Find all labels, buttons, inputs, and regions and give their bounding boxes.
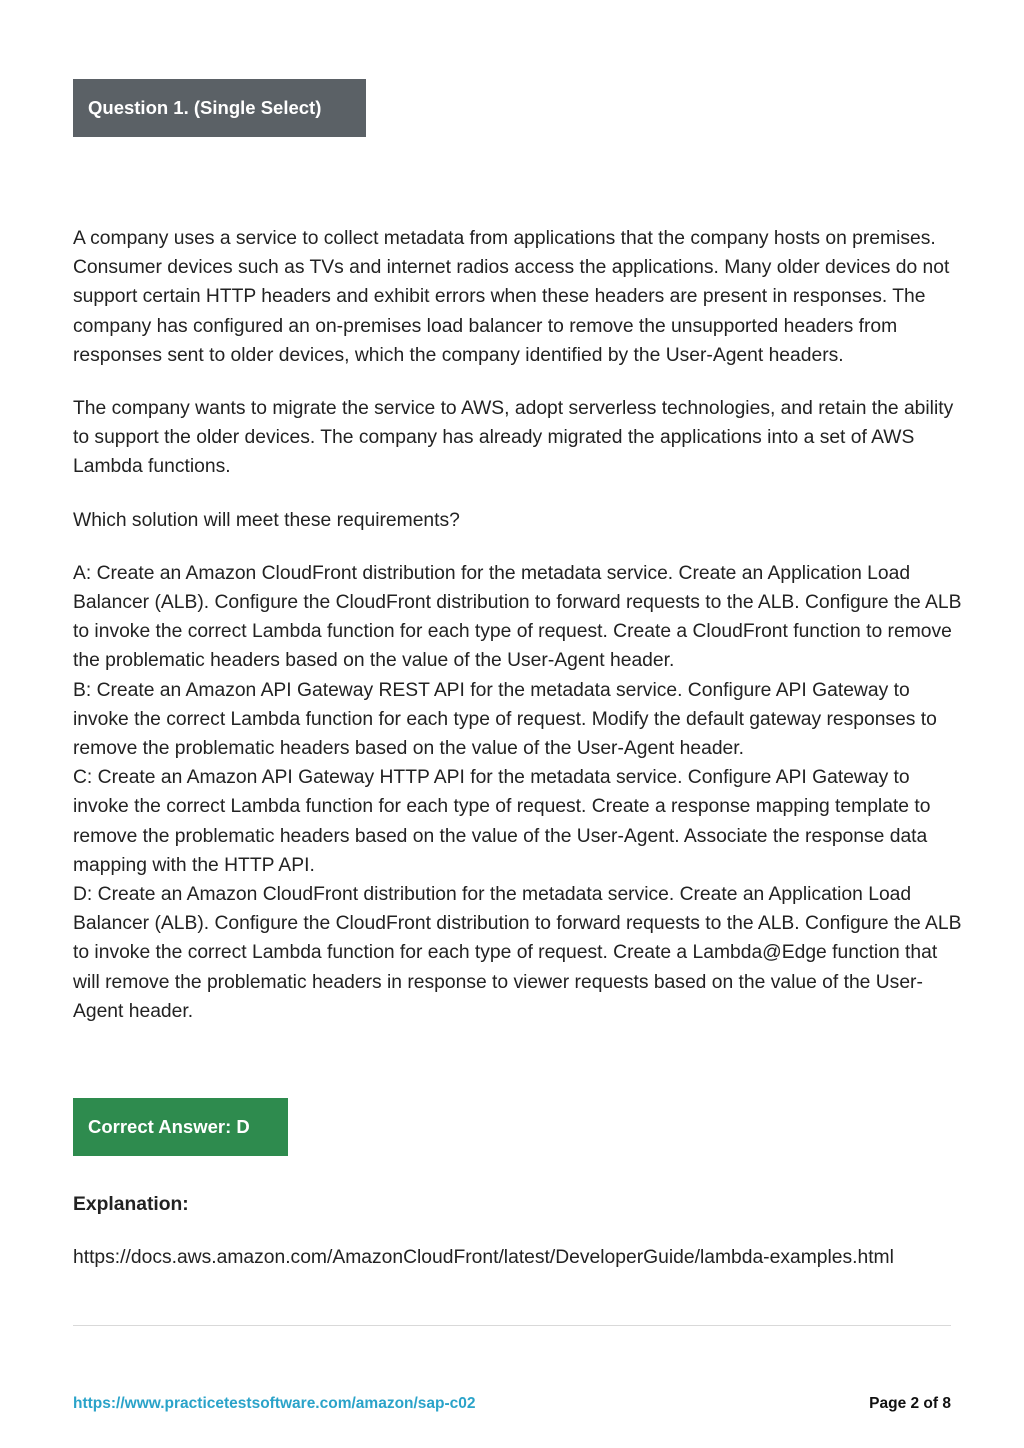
answer-options — [73, 559, 963, 1026]
explanation-label: Explanation: — [73, 1194, 189, 1215]
footer-link[interactable]: https://www.practicetestsoftware.com/amazon/sap-c02 — [73, 1395, 476, 1412]
question-prompt: Which solution will meet these requirements? — [73, 509, 460, 531]
option-a: A: Create an Amazon CloudFront distribution for the metadata service. Create an Application Load Balancer (ALB). Configure the CloudFront distribution to forward requests to the ALB. Configure the ALB to invoke the correct Lambda function for each type of request. Create a CloudFront function to remove the problematic headers based on the value of the User-Agent header. — [73, 562, 962, 672]
option-b: B: Create an Amazon API Gateway REST API for the metadata service. Configure API Gateway to invoke the correct Lambda function for each type of request. Modify the default gateway responses to remove the problematic headers based on the value of the User-Agent header. — [73, 679, 937, 760]
correct-answer-badge: Correct Answer: D — [73, 1098, 288, 1156]
option-c: C: Create an Amazon API Gateway HTTP API for the metadata service. Configure API Gateway to invoke the correct Lambda function for each type of request. Create a response mapping template to remove the problematic headers based on the value of the User-Agent. Associate the response data mapping with the HTTP API. — [73, 767, 931, 876]
question-body — [73, 224, 963, 1026]
page-number: Page 2 of 8 — [869, 1395, 951, 1412]
question-paragraph: The company wants to migrate the service to AWS, adopt serverless technologies, and retain the ability to support the older devices. The company has already migrated the applications into a set of AWS Lambda functions. — [73, 398, 954, 478]
question-badge: Question 1. (Single Select) — [73, 79, 366, 137]
footer-divider — [73, 1325, 951, 1326]
question-paragraph: A company uses a service to collect metadata from applications that the company hosts on premises. Consumer devices such as TVs and internet radios access the applications. Many older devices do not support certain HTTP headers and exhibit errors when these headers are present in responses. The company has configured an on-premises load balancer to remove the unsupported headers from responses sent to older devices, which the company identified by the User-Agent headers. — [73, 228, 950, 366]
option-d: D: Create an Amazon CloudFront distribution for the metadata service. Create an Application Load Balancer (ALB). Configure the CloudFront distribution to forward requests to the ALB. Configure the ALB to invoke the correct Lambda function for each type of request. Create a Lambda@Edge function that will remove the problematic headers in response to viewer requests based on the value of the User-Agent header. — [73, 884, 962, 1022]
explanation-text: https://docs.aws.amazon.com/AmazonCloudFront/latest/DeveloperGuide/lambda-examples.html — [73, 1247, 894, 1268]
